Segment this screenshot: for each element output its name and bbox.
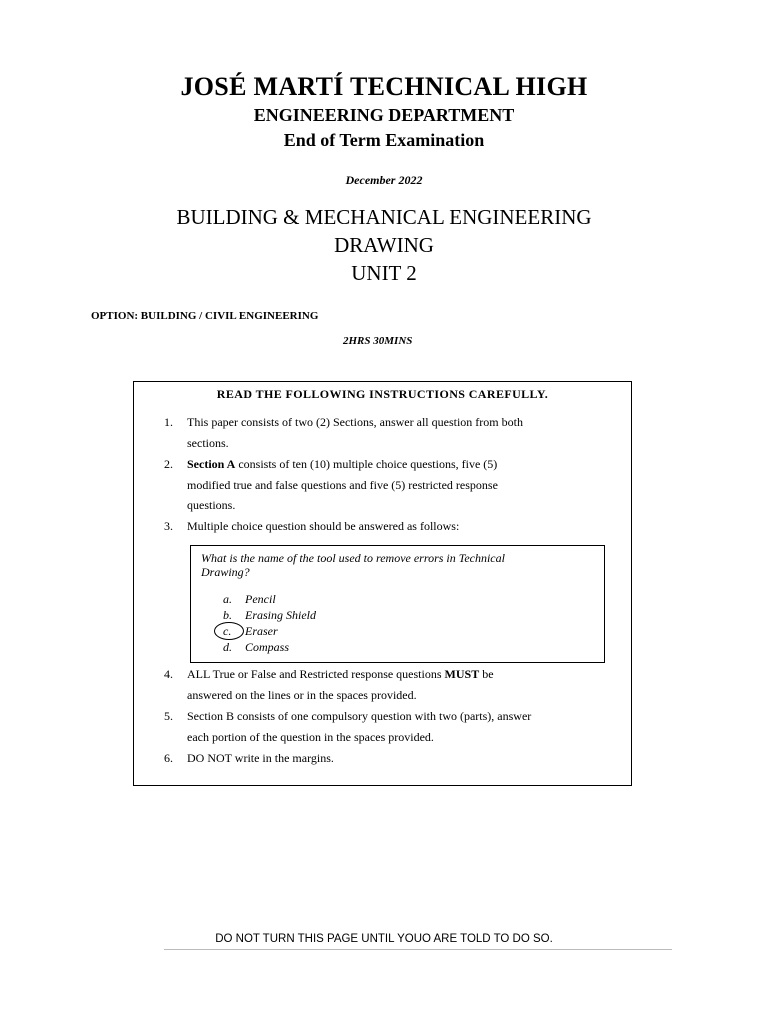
exam-duration: 2HRS 30MINS: [343, 335, 413, 347]
instruction-line-pre: ALL True or False and Restricted response questions: [187, 667, 445, 681]
exam-date: December 2022: [345, 173, 423, 187]
instruction-number: 5.: [164, 709, 173, 723]
subject-title: [0, 203, 768, 287]
instructions-box: [133, 381, 632, 786]
example-question-line: Drawing?: [201, 565, 250, 579]
subject-line-2: DRAWING: [334, 233, 434, 257]
section-a-label: Section A: [187, 457, 236, 471]
example-option: [223, 640, 289, 654]
subject-line-3: UNIT 2: [351, 261, 417, 285]
instruction-line: This paper consists of two (2) Sections, answer all question from both: [187, 415, 523, 429]
answer-circle-icon: [214, 622, 244, 640]
option-text: Pencil: [245, 592, 276, 606]
example-option: [223, 592, 276, 606]
instruction-line: sections.: [187, 435, 229, 450]
instruction-number: 6.: [164, 751, 173, 765]
instruction-line: each portion of the question in the spaces provided.: [187, 729, 434, 744]
option-text: Erasing Shield: [245, 608, 316, 622]
example-question-box: [190, 545, 605, 663]
instructions-heading: READ THE FOLLOWING INSTRUCTIONS CAREFULLY.: [216, 387, 549, 401]
instruction-number: 3.: [164, 519, 173, 533]
instruction-line: modified true and false questions and five (5) restricted response: [187, 477, 498, 492]
instruction-line-rest: consists of ten (10) multiple choice questions, five (5): [235, 457, 498, 471]
instruction-text: [187, 664, 617, 705]
option-letter: b.: [223, 608, 232, 622]
instruction-line: questions.: [187, 498, 236, 512]
option-text: Eraser: [245, 624, 278, 638]
department-title: ENGINEERING DEPARTMENT: [253, 105, 515, 125]
example-question: [201, 551, 596, 579]
exam-option: OPTION: BUILDING / CIVIL ENGINEERING: [91, 310, 319, 322]
example-option: [223, 608, 316, 622]
instruction-number: 2.: [164, 457, 173, 471]
instruction-line: [187, 664, 617, 685]
example-question-line: What is the name of the tool used to remove errors in Technical: [201, 551, 505, 565]
exam-title: End of Term Examination: [283, 130, 485, 150]
instruction-number: 1.: [164, 415, 173, 429]
instruction-line-post: be: [479, 667, 494, 681]
instruction-text: [187, 516, 617, 537]
subject-line-1: BUILDING & MECHANICAL ENGINEERING: [176, 205, 592, 229]
instruction-line: DO NOT write in the margins.: [187, 751, 334, 765]
instruction-line: answered on the lines or in the spaces provided.: [187, 687, 417, 702]
option-letter: a.: [223, 592, 232, 606]
school-name: JOSÉ MARTÍ TECHNICAL HIGH: [180, 72, 588, 101]
option-letter: c.: [223, 624, 232, 638]
instruction-text: [187, 748, 617, 769]
option-text: Compass: [245, 640, 290, 654]
instruction-text: [187, 706, 617, 747]
footer-notice: DO NOT TURN THIS PAGE UNTIL YOUO ARE TOLD TO DO SO.: [215, 933, 553, 945]
instruction-line: Multiple choice question should be answered as follows:: [187, 519, 460, 533]
instruction-line: [187, 454, 617, 475]
must-label: MUST: [444, 667, 480, 681]
instruction-line: Section B consists of one compulsory question with two (parts), answer: [187, 709, 532, 723]
instruction-text: [187, 412, 617, 453]
footer-divider: [164, 949, 672, 950]
option-letter: d.: [223, 640, 232, 654]
instruction-number: 4.: [164, 667, 173, 681]
instruction-text: [187, 454, 617, 516]
